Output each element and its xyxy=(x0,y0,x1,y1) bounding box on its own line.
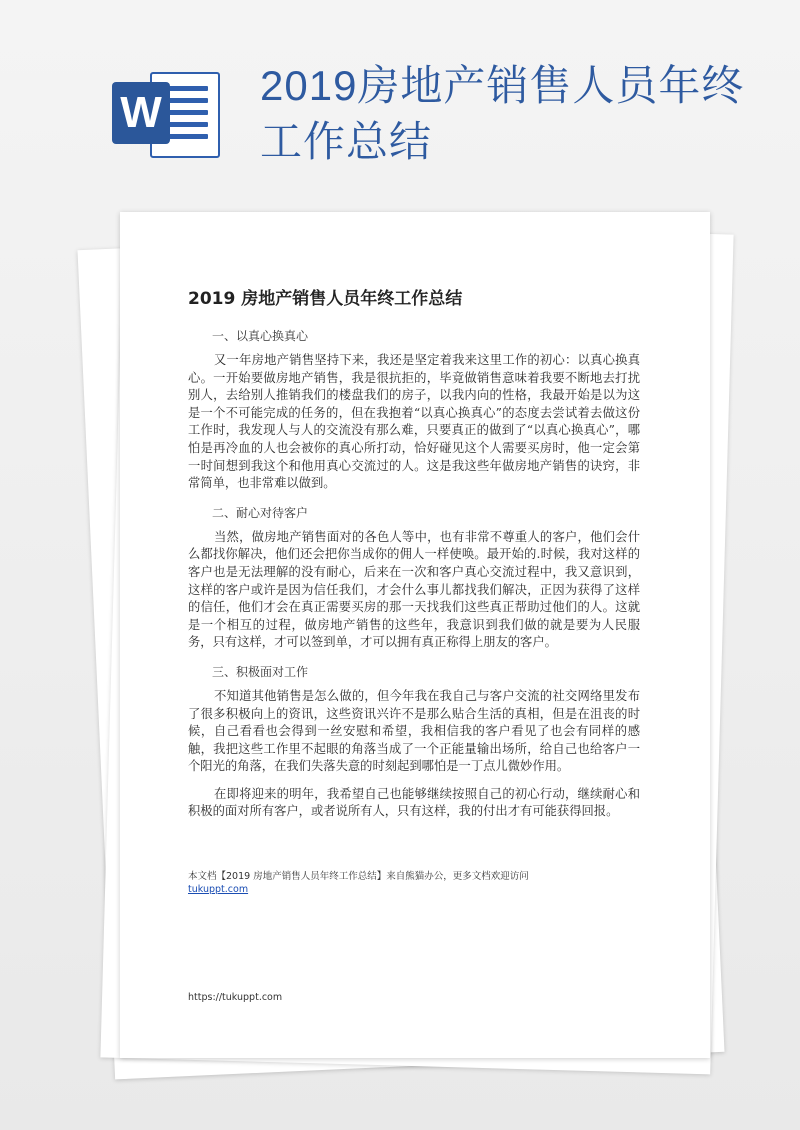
source-note-text: 本文档【2019 房地产销售人员年终工作总结】来自熊猫办公，更多文档欢迎访问 xyxy=(188,871,529,882)
document-page xyxy=(120,212,710,1058)
source-link[interactable]: tukuppt.com xyxy=(188,884,249,895)
word-document-icon xyxy=(112,68,220,158)
source-note xyxy=(188,870,648,896)
word-badge-letter: W xyxy=(112,82,170,144)
document-body xyxy=(188,326,640,831)
section-1-paragraph-1: 又一年房地产销售坚持下来，我还是坚定着我来这里工作的初心：以真心换真心。一开始要做房地产销售，我是很抗拒的，毕竟做销售意味着我要不断地去打扰别人，去给别人推销我们的楼盘我们的房子，以我内向的性格，我最开始是以为这是一个不可能完成的任务的，但在我抱着“以真心换真心”的态度去尝试着去做这份工作时，我发现人与人的交流没有那么难，只要真正的做到了“以真心换真心”，哪怕是再冷血的人也会被你的真心所打动，恰好碰见这个人需要买房时，他一定会第一时间想到我这个和他用真心交流过的人。这是我这些年做房地产销售的诀窍，非常简单，也非常难以做到。 xyxy=(188,353,640,491)
section-heading-2: 二、耐心对待客户 xyxy=(212,505,309,520)
footer-url[interactable]: https://tukuppt.com xyxy=(188,992,283,1003)
section-2-paragraph-1: 当然，做房地产销售面对的各色人等中，也有非常不尊重人的客户，他们会什么都找你解决，他们还会把你当成你的佣人一样使唤。最开始的.时候，我对这样的客户也是无法理解的没有耐心，后来在一次和客户真心交流过程中，我又意识到，这样的客户或许是因为信任我们，才会什么事儿都找我们解决，正因为获得了这样的信任，他们才会在真正需要买房的那一天找我们这些真正帮助过他们的人。这就是一个相互的过程，做房地产销售的这些年，我意识到我们做的就是要为人民服务，只有这样，才可以签到单，才可以拥有真正称得上朋友的客户。 xyxy=(188,529,640,650)
section-3-paragraph-1: 不知道其他销售是怎么做的，但今年我在我自己与客户交流的社交网络里发布了很多积极向上的资讯，这些资讯兴许不是那么贴合生活的真相，但是在沮丧的时候，自己看看也会得到一丝安慰和希望，我相信我的客户看见了也会有同样的感触，我把这些工作里不起眼的角落当成了一个正能量输出场所，给自己也给客户一个阳光的角落，在我们失落失意的时刻起到哪怕是一丁点儿微妙作用。 xyxy=(188,688,640,774)
section-heading-1: 一、以真心换真心 xyxy=(212,329,309,343)
section-heading-3: 三、积极面对工作 xyxy=(212,664,309,679)
document-title: 2019 房地产销售人员年终工作总结 xyxy=(188,289,463,309)
page-title: 2019房地产销售人员年终工作总结 xyxy=(260,62,745,165)
section-3-paragraph-2: 在即将迎来的明年，我希望自己也能够继续按照自己的初心行动，继续耐心和积极的面对所有客户，或者说所有人，只有这样，我的付出才有可能获得回报。 xyxy=(188,786,640,819)
